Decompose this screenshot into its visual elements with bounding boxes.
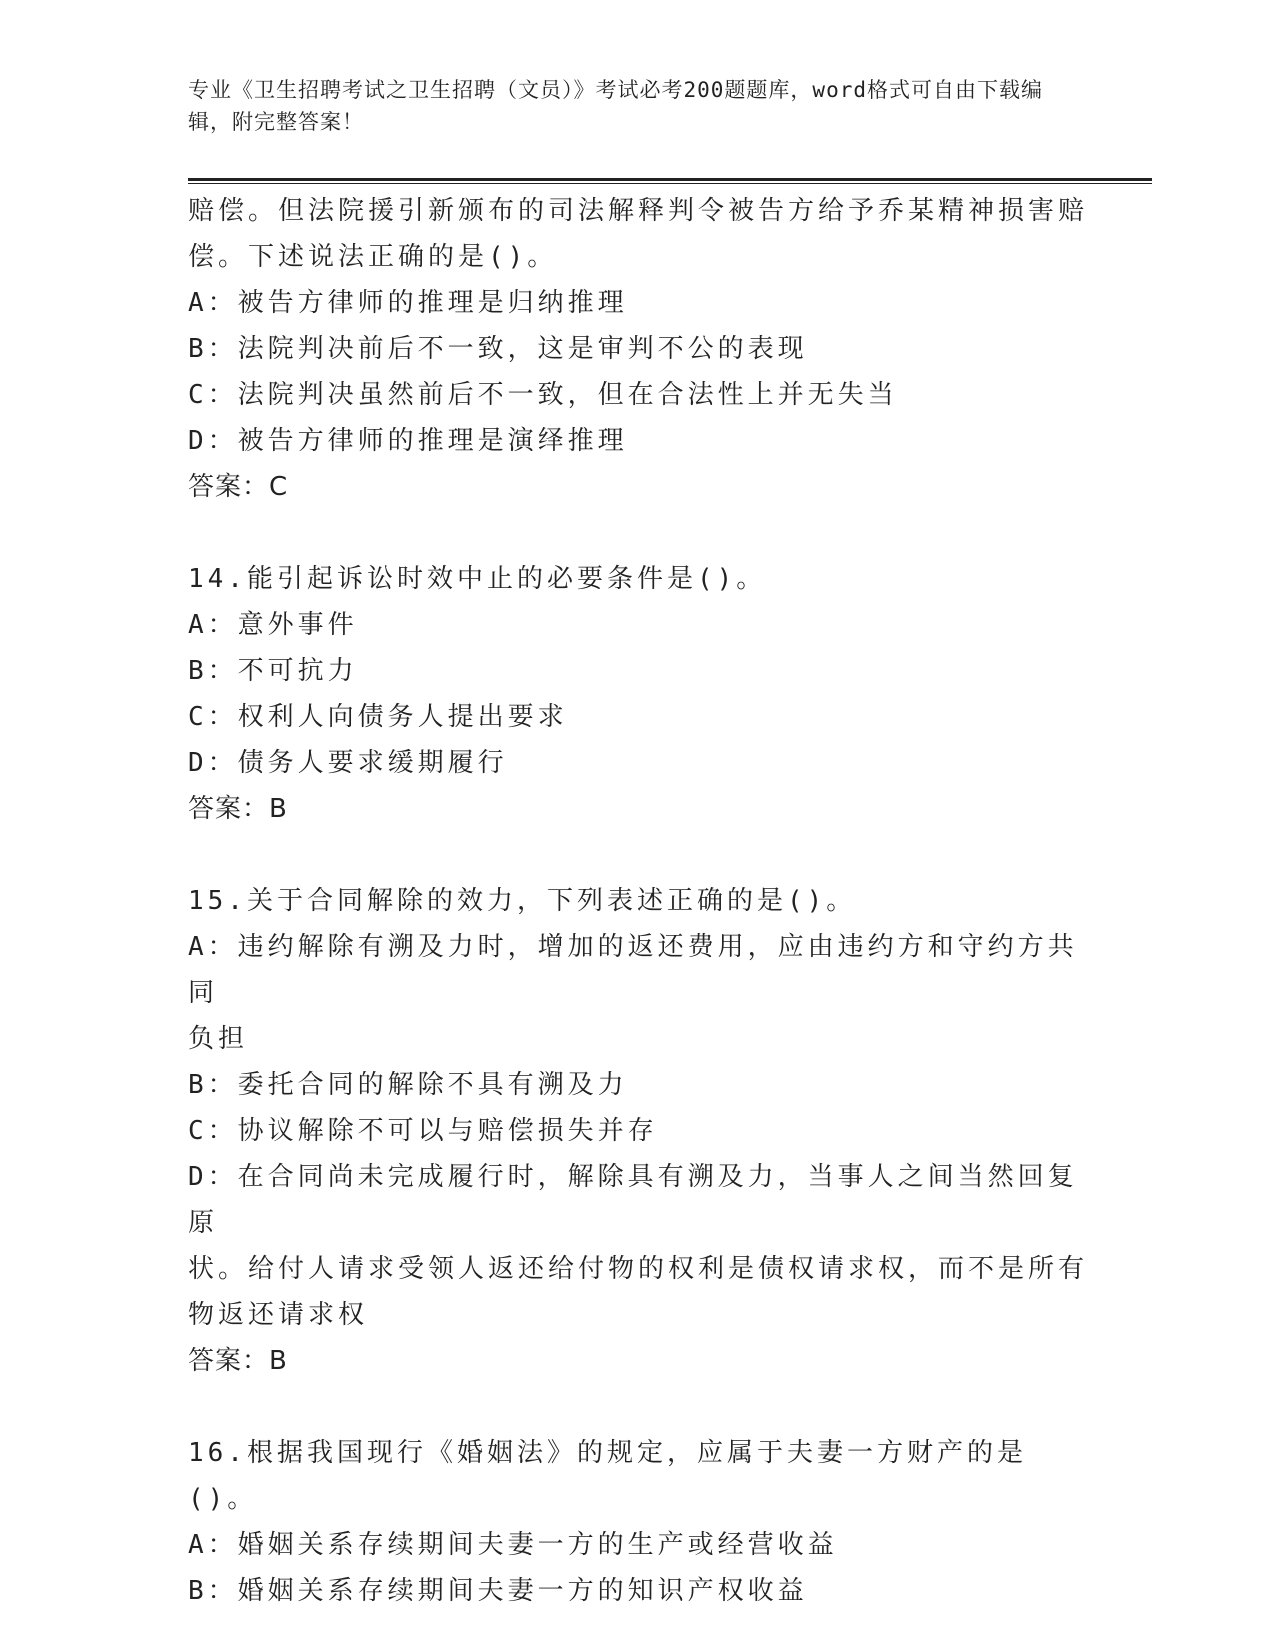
question-13 — [188, 188, 1088, 510]
option-c: C：权利人向债务人提出要求 — [188, 702, 568, 732]
option-b: B：不可抗力 — [188, 656, 358, 686]
spacer — [188, 1384, 1088, 1430]
answer-line: 答案：B — [188, 1346, 288, 1376]
option-d: D：债务人要求缓期履行 — [188, 748, 508, 778]
option-a: A：意外事件 — [188, 610, 358, 640]
document-body — [188, 188, 1088, 1614]
header-rule-thin — [188, 183, 1152, 184]
spacer — [188, 832, 1088, 878]
option-d-continued: 状。给付人请求受领人返还给付物的权利是债权请求权，而不是所有 — [188, 1254, 1089, 1284]
option-c: C：协议解除不可以与赔偿损失并存 — [188, 1116, 658, 1146]
option-b: B：委托合同的解除不具有溯及力 — [188, 1070, 628, 1100]
question-stem-continued: 赔偿。但法院援引新颁布的司法解释判令被告方给予乔某精神损害赔 — [188, 196, 1089, 226]
option-d: D：在合同尚未完成履行时，解除具有溯及力，当事人之间当然回复原 — [188, 1162, 1078, 1238]
question-stem-continued: 偿。下述说法正确的是()。 — [188, 242, 558, 272]
option-d-continued: 物返还请求权 — [188, 1300, 369, 1330]
option-a: A：违约解除有溯及力时，增加的返还费用，应由违约方和守约方共同 — [188, 932, 1078, 1008]
header-rule-thick — [188, 178, 1152, 181]
option-b: B：法院判决前后不一致，这是审判不公的表现 — [188, 334, 808, 364]
option-a-continued: 负担 — [188, 1024, 249, 1054]
question-stem: 14.能引起诉讼时效中止的必要条件是()。 — [188, 564, 767, 594]
answer-line: 答案：C — [188, 472, 289, 502]
spacer — [188, 510, 1088, 556]
option-d: D：被告方律师的推理是演绎推理 — [188, 426, 628, 456]
option-b: B：婚姻关系存续期间夫妻一方的知识产权收益 — [188, 1576, 808, 1606]
question-stem: 15.关于合同解除的效力，下列表述正确的是()。 — [188, 886, 857, 916]
question-16 — [188, 1430, 1088, 1614]
option-c: C：法院判决虽然前后不一致，但在合法性上并无失当 — [188, 380, 898, 410]
option-a: A：被告方律师的推理是归纳推理 — [188, 288, 628, 318]
answer-line: 答案：B — [188, 794, 288, 824]
option-a: A：婚姻关系存续期间夫妻一方的生产或经营收益 — [188, 1530, 838, 1560]
question-14 — [188, 556, 1088, 832]
question-15 — [188, 878, 1088, 1384]
document-header: 专业《卫生招聘考试之卫生招聘（文员）》考试必考200题题库，word格式可自由下载编辑，附完整答案！ — [188, 78, 1043, 134]
question-stem: 16.根据我国现行《婚姻法》的规定，应属于夫妻一方财产的是()。 — [188, 1438, 1027, 1514]
